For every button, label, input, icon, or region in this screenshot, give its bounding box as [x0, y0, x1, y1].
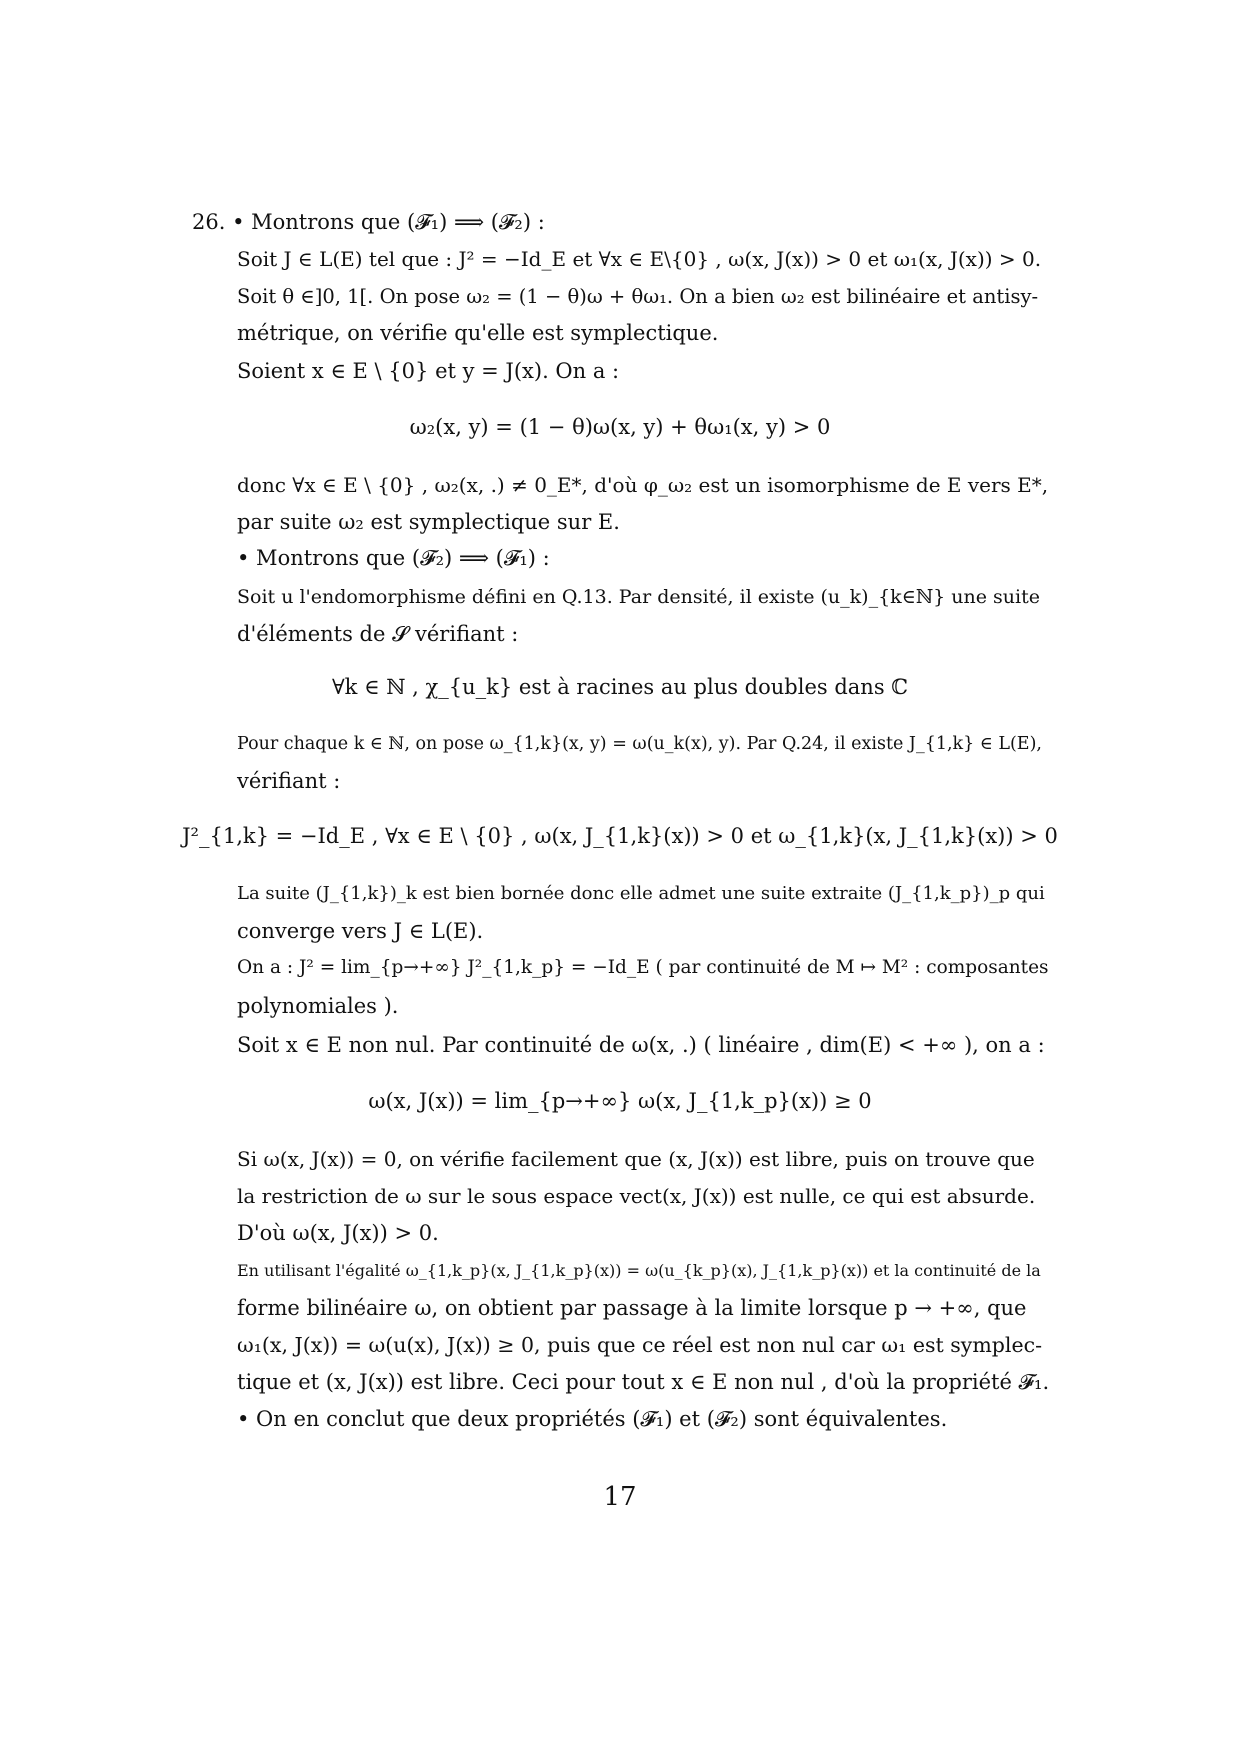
display-equation: ∀k ∈ ℕ , χ_{u_k} est à racines au plus doubles dans ℂ: [331, 675, 908, 699]
text-line: Soit x ∈ E non nul. Par continuité de ω(x, .) ( linéaire , dim(E) < +∞ ), on a :: [237, 1033, 1045, 1057]
text-line: Soit u l'endomorphisme défini en Q.13. Par densité, il existe (u_k)_{k∈ℕ} une suite: [237, 586, 1040, 608]
text-line: Pour chaque k ∈ ℕ, on pose ω_{1,k}(x, y) = ω(u_k(x), y). Par Q.24, il existe J_{1,k} ∈ L(E),: [237, 734, 1042, 754]
text-line: • Montrons que (𝓕₂) ⟹ (𝓕₁) :: [237, 546, 550, 570]
text-line: La suite (J_{1,k})_k est bien bornée donc elle admet une suite extraite (J_{1,k_p})_p qui: [237, 883, 1045, 904]
text-line: tique et (x, J(x)) est libre. Ceci pour tout x ∈ E non nul , d'où la propriété 𝓕₁.: [237, 1370, 1050, 1394]
text-line: converge vers J ∈ L(E).: [237, 919, 484, 943]
text-line: polynomiales ).: [237, 994, 399, 1018]
text-line: Si ω(x, J(x)) = 0, on vérifie facilement que (x, J(x)) est libre, puis on trouve que: [237, 1147, 1035, 1171]
text-line: donc ∀x ∈ E \ {0} , ω₂(x, .) ≠ 0_E*, d'où φ_ω₂ est un isomorphisme de E vers E*,: [237, 473, 1049, 497]
text-line: ω₁(x, J(x)) = ω(u(x), J(x)) ≥ 0, puis que ce réel est non nul car ω₁ est symplec-: [237, 1333, 1043, 1357]
text-line: Soit J ∈ L(E) tel que : J² = −Id_E et ∀x ∈ E\{0} , ω(x, J(x)) > 0 et ω₁(x, J(x)) > 0.: [237, 247, 1042, 271]
text-line: En utilisant l'égalité ω_{1,k_p}(x, J_{1,k_p}(x)) = ω(u_{k_p}(x), J_{1,k_p}(x)) et la continuité de la: [237, 1261, 1041, 1280]
text-line: D'où ω(x, J(x)) > 0.: [237, 1221, 439, 1245]
page-number: 17: [603, 1482, 637, 1512]
text-line: par suite ω₂ est symplectique sur E.: [237, 510, 620, 534]
display-equation: J²_{1,k} = −Id_E , ∀x ∈ E \ {0} , ω(x, J_{1,k}(x)) > 0 et ω_{1,k}(x, J_{1,k}(x)) > 0: [182, 824, 1058, 848]
text-line: On a : J² = lim_{p→+∞} J²_{1,k_p} = −Id_E ( par continuité de M ↦ M² : composantes: [237, 957, 1049, 978]
text-line: forme bilinéaire ω, on obtient par passage à la limite lorsque p → +∞, que: [237, 1296, 1027, 1320]
text-line: Soit θ ∈]0, 1[. On pose ω₂ = (1 − θ)ω + θω₁. On a bien ω₂ est bilinéaire et antisy-: [237, 285, 1039, 308]
text-line: • On en conclut que deux propriétés (𝓕₁) et (𝓕₂) sont équivalentes.: [237, 1407, 948, 1431]
text-line: vérifiant :: [237, 769, 341, 793]
text-line: 26. • Montrons que (𝓕₁) ⟹ (𝓕₂) :: [192, 210, 545, 234]
display-equation: ω(x, J(x)) = lim_{p→+∞} ω(x, J_{1,k_p}(x)) ≥ 0: [368, 1089, 872, 1113]
text-line: d'éléments de 𝓢 vérifiant :: [237, 622, 519, 646]
text-line: la restriction de ω sur le sous espace vect(x, J(x)) est nulle, ce qui est absurde.: [237, 1184, 1036, 1208]
display-equation: ω₂(x, y) = (1 − θ)ω(x, y) + θω₁(x, y) > 0: [409, 415, 831, 439]
text-line: Soient x ∈ E \ {0} et y = J(x). On a :: [237, 359, 620, 383]
text-line: métrique, on vérifie qu'elle est symplectique.: [237, 321, 719, 345]
